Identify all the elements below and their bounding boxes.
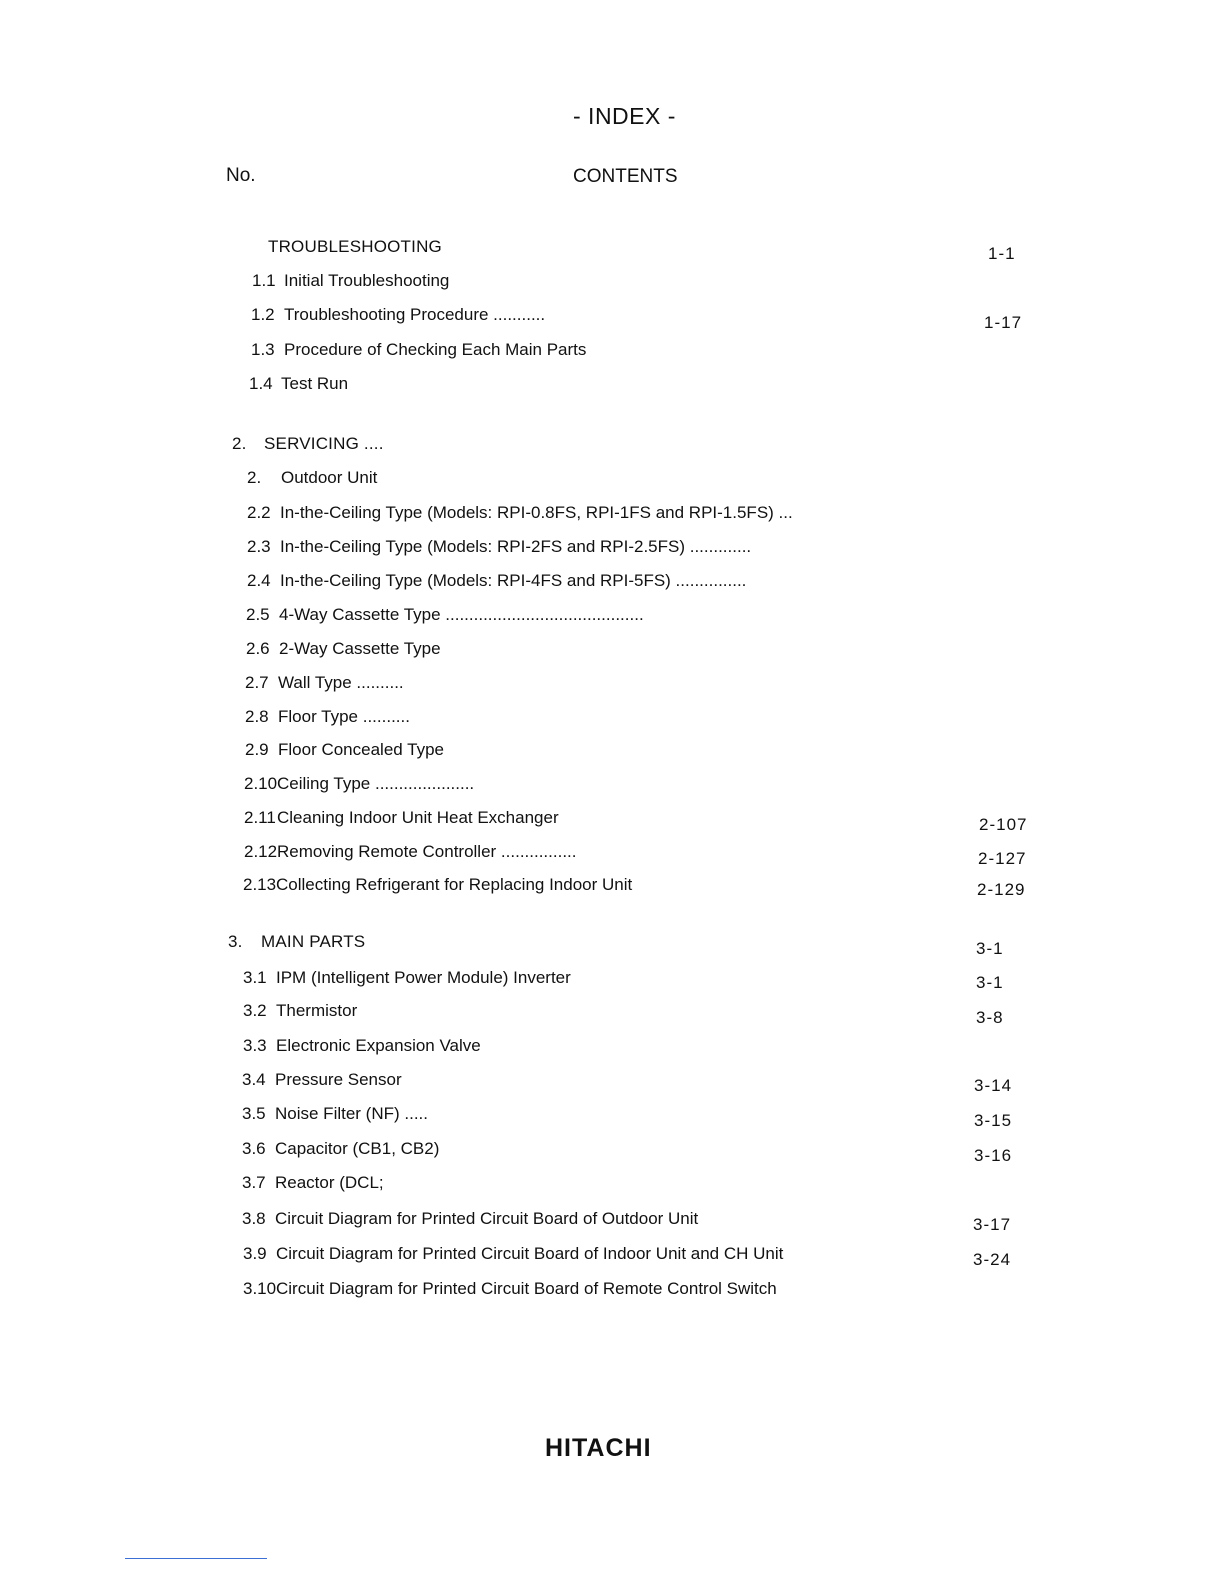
entry-number: 1.2 xyxy=(251,305,275,324)
toc-entry xyxy=(251,305,545,325)
entry-page: 2-127 xyxy=(978,849,1027,868)
entry-page: 3-16 xyxy=(974,1146,1013,1165)
entry-page: 2-107 xyxy=(979,815,1028,834)
toc-entry xyxy=(243,1036,481,1056)
entry-number: 2.10 xyxy=(244,774,278,793)
entry-label: Ceiling Type ..................... xyxy=(277,774,475,793)
entry-number: 2.6 xyxy=(246,639,270,658)
toc-entry xyxy=(243,968,571,988)
entry-label: Wall Type .......... xyxy=(278,673,404,692)
entry-label: Noise Filter (NF) ..... xyxy=(275,1104,429,1123)
toc-entry xyxy=(247,468,377,488)
toc-entry xyxy=(244,774,474,794)
toc-entry xyxy=(243,1001,357,1021)
entry-label: Troubleshooting Procedure ........... xyxy=(284,305,546,324)
entry-number: 3.3 xyxy=(243,1036,267,1055)
entry-label: Procedure of Checking Each Main Parts xyxy=(284,340,587,359)
toc-entry xyxy=(249,374,348,394)
section-title: MAIN PARTS xyxy=(261,932,366,951)
toc-entry xyxy=(242,1104,428,1124)
entry-label: IPM (Intelligent Power Module) Inverter xyxy=(276,968,571,987)
section-number: 3. xyxy=(228,932,243,951)
entry-number: 3.6 xyxy=(242,1139,266,1158)
entry-page: 3-1 xyxy=(976,973,1004,992)
toc-entry xyxy=(247,503,793,523)
entry-label: Floor Concealed Type xyxy=(278,740,445,759)
toc-entry xyxy=(242,1070,402,1090)
entry-number: 2.11 xyxy=(244,808,276,827)
column-header-no: No. xyxy=(226,165,256,186)
entry-label: In-the-Ceiling Type (Models: RPI-0.8FS, RPI-1FS and RPI-1.5FS) ... xyxy=(280,503,793,522)
entry-number: 1.1 xyxy=(252,271,276,290)
entry-label: In-the-Ceiling Type (Models: RPI-2FS and RPI-2.5FS) ............. xyxy=(280,537,752,556)
entry-number: 3.8 xyxy=(242,1209,266,1228)
entry-page: 3-17 xyxy=(973,1215,1012,1234)
entry-label: Electronic Expansion Valve xyxy=(276,1036,481,1055)
toc-entry xyxy=(243,875,632,895)
entry-number: 2. xyxy=(247,468,262,487)
entry-label: Reactor (DCL; xyxy=(275,1173,384,1192)
entry-page: 3-8 xyxy=(976,1008,1004,1027)
toc-entry xyxy=(242,1209,698,1229)
entry-label: Circuit Diagram for Printed Circuit Board of Outdoor Unit xyxy=(275,1209,699,1228)
toc-entry xyxy=(242,1139,439,1159)
page-title: - INDEX - xyxy=(573,103,676,129)
entry-number: 3.1 xyxy=(243,968,267,987)
entry-number: 2.5 xyxy=(246,605,270,624)
entry-number: 2.3 xyxy=(247,537,271,556)
entry-label: Initial Troubleshooting xyxy=(284,271,450,290)
entry-page: 3-14 xyxy=(974,1076,1013,1095)
toc-entry xyxy=(243,1244,783,1264)
section-page: 1-1 xyxy=(988,244,1016,263)
entry-number: 2.2 xyxy=(247,503,271,522)
entry-label: In-the-Ceiling Type (Models: RPI-4FS and RPI-5FS) ............... xyxy=(280,571,747,590)
entry-number: 3.9 xyxy=(243,1244,267,1263)
entry-number: 2.12 xyxy=(244,842,278,861)
entry-number: 3.10 xyxy=(243,1279,277,1298)
entry-number: 2.13 xyxy=(243,875,277,894)
section-main-parts xyxy=(228,932,365,952)
entry-label: Test Run xyxy=(281,374,349,393)
entry-label: Collecting Refrigerant for Replacing Indoor Unit xyxy=(276,875,633,894)
toc-entry xyxy=(251,340,586,360)
entry-label: Thermistor xyxy=(276,1001,358,1020)
entry-number: 1.3 xyxy=(251,340,275,359)
toc-entry xyxy=(246,639,441,659)
toc-entry xyxy=(246,605,644,625)
toc-entry xyxy=(243,1279,777,1299)
entry-number: 3.2 xyxy=(243,1001,267,1020)
entry-label: Cleaning Indoor Unit Heat Exchanger xyxy=(277,808,559,827)
column-header-contents: CONTENTS xyxy=(573,166,678,187)
entry-number: 3.5 xyxy=(242,1104,266,1123)
entry-label: Removing Remote Controller ................ xyxy=(277,842,577,861)
entry-page: 3-15 xyxy=(974,1111,1013,1130)
toc-entry xyxy=(252,271,449,291)
entry-page: 3-24 xyxy=(973,1250,1012,1269)
entry-label: Outdoor Unit xyxy=(281,468,378,487)
entry-label: Circuit Diagram for Printed Circuit Board of Remote Control Switch xyxy=(276,1279,777,1298)
brand-logo: HITACHI xyxy=(545,1434,652,1462)
toc-entry xyxy=(245,673,404,693)
toc-entry xyxy=(245,707,410,727)
entry-label: Floor Type .......... xyxy=(278,707,410,726)
entry-number: 3.4 xyxy=(242,1070,266,1089)
entry-label: 4-Way Cassette Type .......................................... xyxy=(279,605,644,624)
entry-number: 2.9 xyxy=(245,740,269,759)
toc-entry xyxy=(245,740,444,760)
footer-divider xyxy=(125,1558,267,1559)
entry-number: 2.8 xyxy=(245,707,269,726)
section-title: SERVICING .... xyxy=(264,434,384,453)
section-number: 2. xyxy=(232,434,247,453)
entry-number: 2.4 xyxy=(247,571,271,590)
entry-number: 2.7 xyxy=(245,673,269,692)
entry-label: Capacitor (CB1, CB2) xyxy=(275,1139,440,1158)
entry-page: 2-129 xyxy=(977,880,1026,899)
section-page: 3-1 xyxy=(976,939,1004,958)
entry-label: 2-Way Cassette Type xyxy=(279,639,441,658)
entry-label: Pressure Sensor xyxy=(275,1070,402,1089)
toc-entry xyxy=(242,1173,384,1193)
toc-entry xyxy=(247,537,751,557)
entry-number: 3.7 xyxy=(242,1173,266,1192)
entry-number: 1.4 xyxy=(249,374,273,393)
toc-entry xyxy=(247,571,746,591)
toc-entry xyxy=(244,842,577,862)
section-title-troubleshooting: TROUBLESHOOTING xyxy=(268,237,442,256)
toc-entry xyxy=(244,808,559,828)
section-servicing xyxy=(232,434,384,454)
entry-page: 1-17 xyxy=(984,313,1023,332)
entry-label: Circuit Diagram for Printed Circuit Board of Indoor Unit and CH Unit xyxy=(276,1244,784,1263)
